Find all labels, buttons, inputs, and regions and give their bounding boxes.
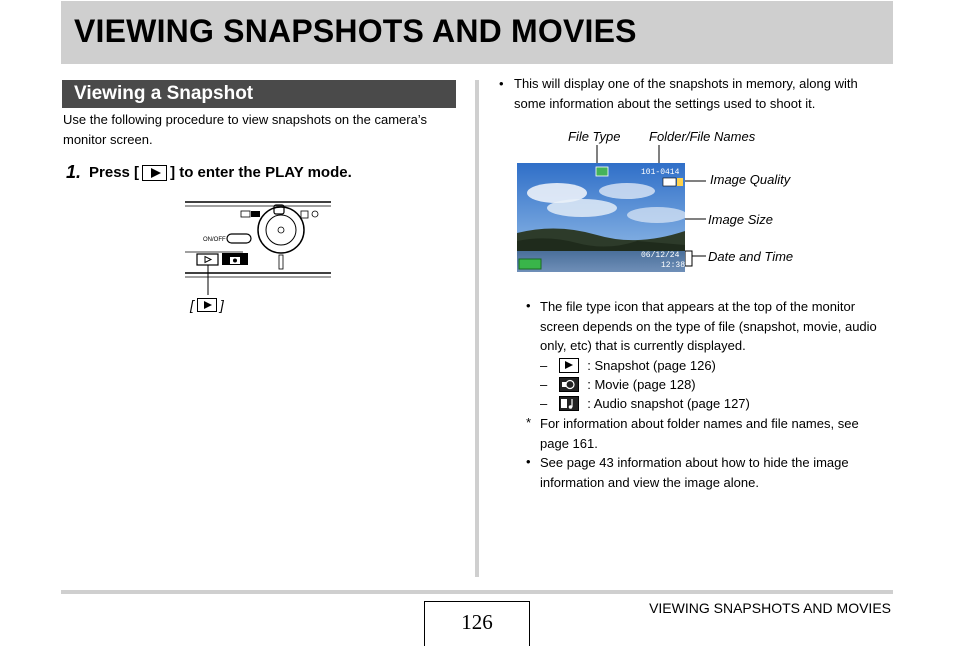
play-button <box>197 254 218 265</box>
onoff-label: ON/OFF <box>203 237 226 243</box>
step-text-before: Press [ <box>89 164 140 181</box>
footer-rule <box>61 590 893 594</box>
intro-text: Use the following procedure to view snapshots on the camera’s monitor screen. <box>63 112 427 147</box>
battery-icon <box>519 259 541 269</box>
onoff-button <box>227 234 251 243</box>
page-number-box <box>424 601 530 646</box>
movie-icon <box>559 377 579 392</box>
file-type-bullet-text: The file type icon that appears at the top of the monitor screen depends on the type of file (snapshot, movie, audio only, etc) that is currently displayed. <box>540 299 877 353</box>
step-1 <box>66 162 352 183</box>
step-number: 1. <box>66 162 82 182</box>
section-heading-bar <box>62 80 456 108</box>
bullet-dot: • <box>526 298 531 313</box>
screen-file-name: 101-0414 <box>641 168 680 177</box>
type-item-movie: – : Movie (page 128) <box>540 377 696 392</box>
image-size-icon <box>663 178 676 186</box>
bullet-dot: • <box>526 454 531 469</box>
section-title: Viewing a Snapshot <box>74 83 254 104</box>
image-quality-icon <box>677 178 683 186</box>
monitor-screen-photo <box>517 163 685 272</box>
audio-snapshot-icon <box>559 396 579 411</box>
intro-bullet-text: This will display one of the snapshots in memory, along with some information about the settings used to shoot it. <box>514 76 858 111</box>
hide-info-bullet-text: See page 43 information about how to hide the image information and view the image alone. <box>540 455 849 490</box>
folder-note-text: For information about folder names and file names, see page 161. <box>540 416 859 451</box>
zoom-wide-icon <box>301 211 308 218</box>
zoom-tele-icon <box>312 211 318 217</box>
label-file-type: File Type <box>568 129 621 144</box>
page-title: VIEWING SNAPSHOTS AND MOVIES <box>74 13 637 49</box>
menu-grid-icon <box>251 211 260 217</box>
file-type-icon <box>596 167 608 176</box>
label-image-quality: Image Quality <box>710 172 791 187</box>
footer-chapter-title: VIEWING SNAPSHOTS AND MOVIES <box>649 600 891 616</box>
step-text-after: ] to enter the PLAY mode. <box>170 164 352 181</box>
column-divider <box>475 80 479 577</box>
type-item-audio-snapshot: – : Audio snapshot (page 127) <box>540 396 750 411</box>
type-item-snapshot: – : Snapshot (page 126) <box>540 358 716 373</box>
play-icon <box>197 298 217 312</box>
label-folder-file-names: Folder/File Names <box>649 129 756 144</box>
play-button-caption: [ ] <box>190 297 224 313</box>
note-asterisk: * <box>526 415 532 430</box>
play-icon <box>142 165 167 181</box>
play-icon <box>559 358 579 373</box>
bullet-dot: • <box>499 76 504 91</box>
envelope-icon <box>241 211 250 217</box>
page-number: 126 <box>461 610 493 634</box>
label-image-size: Image Size <box>708 212 774 227</box>
screen-time: 12:38 <box>661 261 685 270</box>
title-bar <box>61 1 893 64</box>
label-date-time: Date and Time <box>708 249 794 264</box>
screen-date: 06/12/24 <box>641 251 680 260</box>
